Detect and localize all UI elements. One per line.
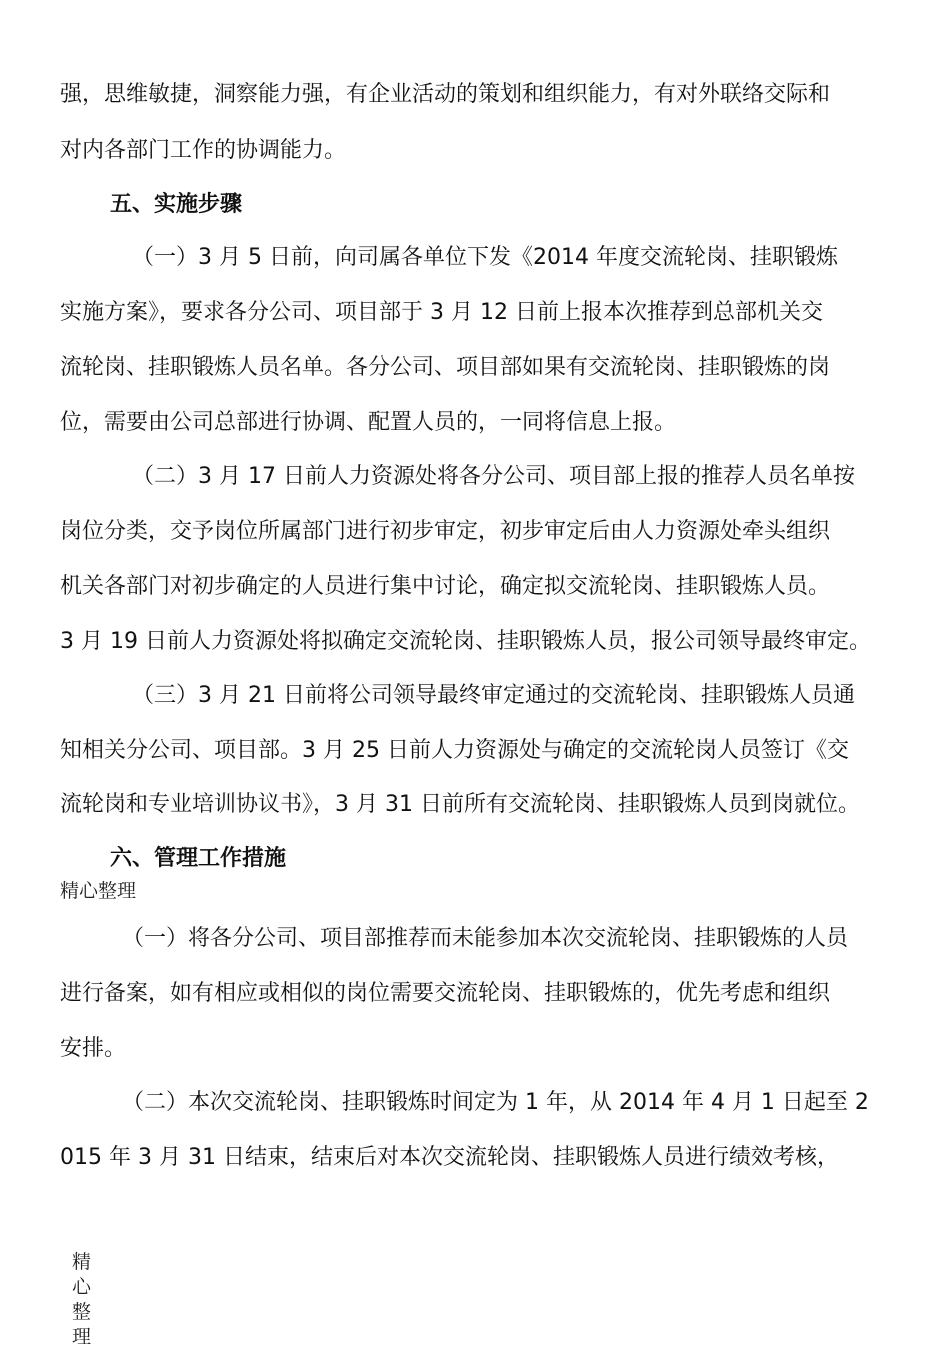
- paragraph-line: 安排。: [60, 1036, 127, 1061]
- paragraph-line: 进行备案，如有相应或相似的岗位需要交流轮岗、挂职锻炼的，优先考虑和组织: [60, 981, 831, 1006]
- paragraph-line: 流轮岗和专业培训协议书》，3 月 31 日前所有交流轮岗、挂职锻炼人员到岗就位。: [60, 792, 860, 817]
- paragraph-line: 015 年 3 月 31 日结束，结束后对本次交流轮岗、挂职锻炼人员进行绩效考核，: [60, 1145, 839, 1170]
- paragraph-line: 机关各部门对初步确定的人员进行集中讨论，确定拟交流轮岗、挂职锻炼人员。: [60, 574, 831, 599]
- paragraph-line: （二）3 月 17 日前人力资源处将各分公司、项目部上报的推荐人员名单按: [132, 464, 855, 489]
- paragraph-line: （三）3 月 21 日前将公司领导最终审定通过的交流轮岗、挂职锻炼人员通: [132, 683, 855, 708]
- paragraph-line: 对内各部门工作的协调能力。: [60, 138, 347, 163]
- paragraph-line: （一）3 月 5 日前，向司属各单位下发《2014 年度交流轮岗、挂职锻炼: [132, 245, 838, 270]
- paragraph-line: （二）本次交流轮岗、挂职锻炼时间定为 1 年，从 2014 年 4 月 1 日起至 2: [122, 1090, 869, 1115]
- paragraph-line: 实施方案》，要求各分公司、项目部于 3 月 12 日前上报本次推荐到总部机关交: [60, 300, 823, 325]
- paragraph-line: 3 月 19 日前人力资源处将拟确定交流轮岗、挂职锻炼人员，报公司领导最终审定。: [60, 629, 871, 654]
- footer-watermark: 精心整理: [72, 1251, 92, 1348]
- paragraph-line: 岗位分类，交予岗位所属部门进行初步审定，初步审定后由人力资源处牵头组织: [60, 519, 831, 544]
- section-heading: 五、实施步骤: [110, 192, 243, 217]
- paragraph-line: 知相关分公司、项目部。3 月 25 日前人力资源处与确定的交流轮岗人员签订《交: [60, 738, 849, 763]
- paragraph-line: 流轮岗、挂职锻炼人员名单。各分公司、项目部如果有交流轮岗、挂职锻炼的岗: [60, 355, 831, 380]
- paragraph-line: （一）将各分公司、项目部推荐而未能参加本次交流轮岗、挂职锻炼的人员: [122, 926, 849, 951]
- paragraph-line: 强，思维敏捷，洞察能力强，有企业活动的策划和组织能力，有对外联络交际和: [60, 82, 831, 107]
- paragraph-line: 位，需要由公司总部进行协调、配置人员的，一同将信息上报。: [60, 410, 677, 435]
- section-heading: 六、管理工作措施: [110, 846, 287, 871]
- watermark-text: 精心整理: [60, 880, 137, 902]
